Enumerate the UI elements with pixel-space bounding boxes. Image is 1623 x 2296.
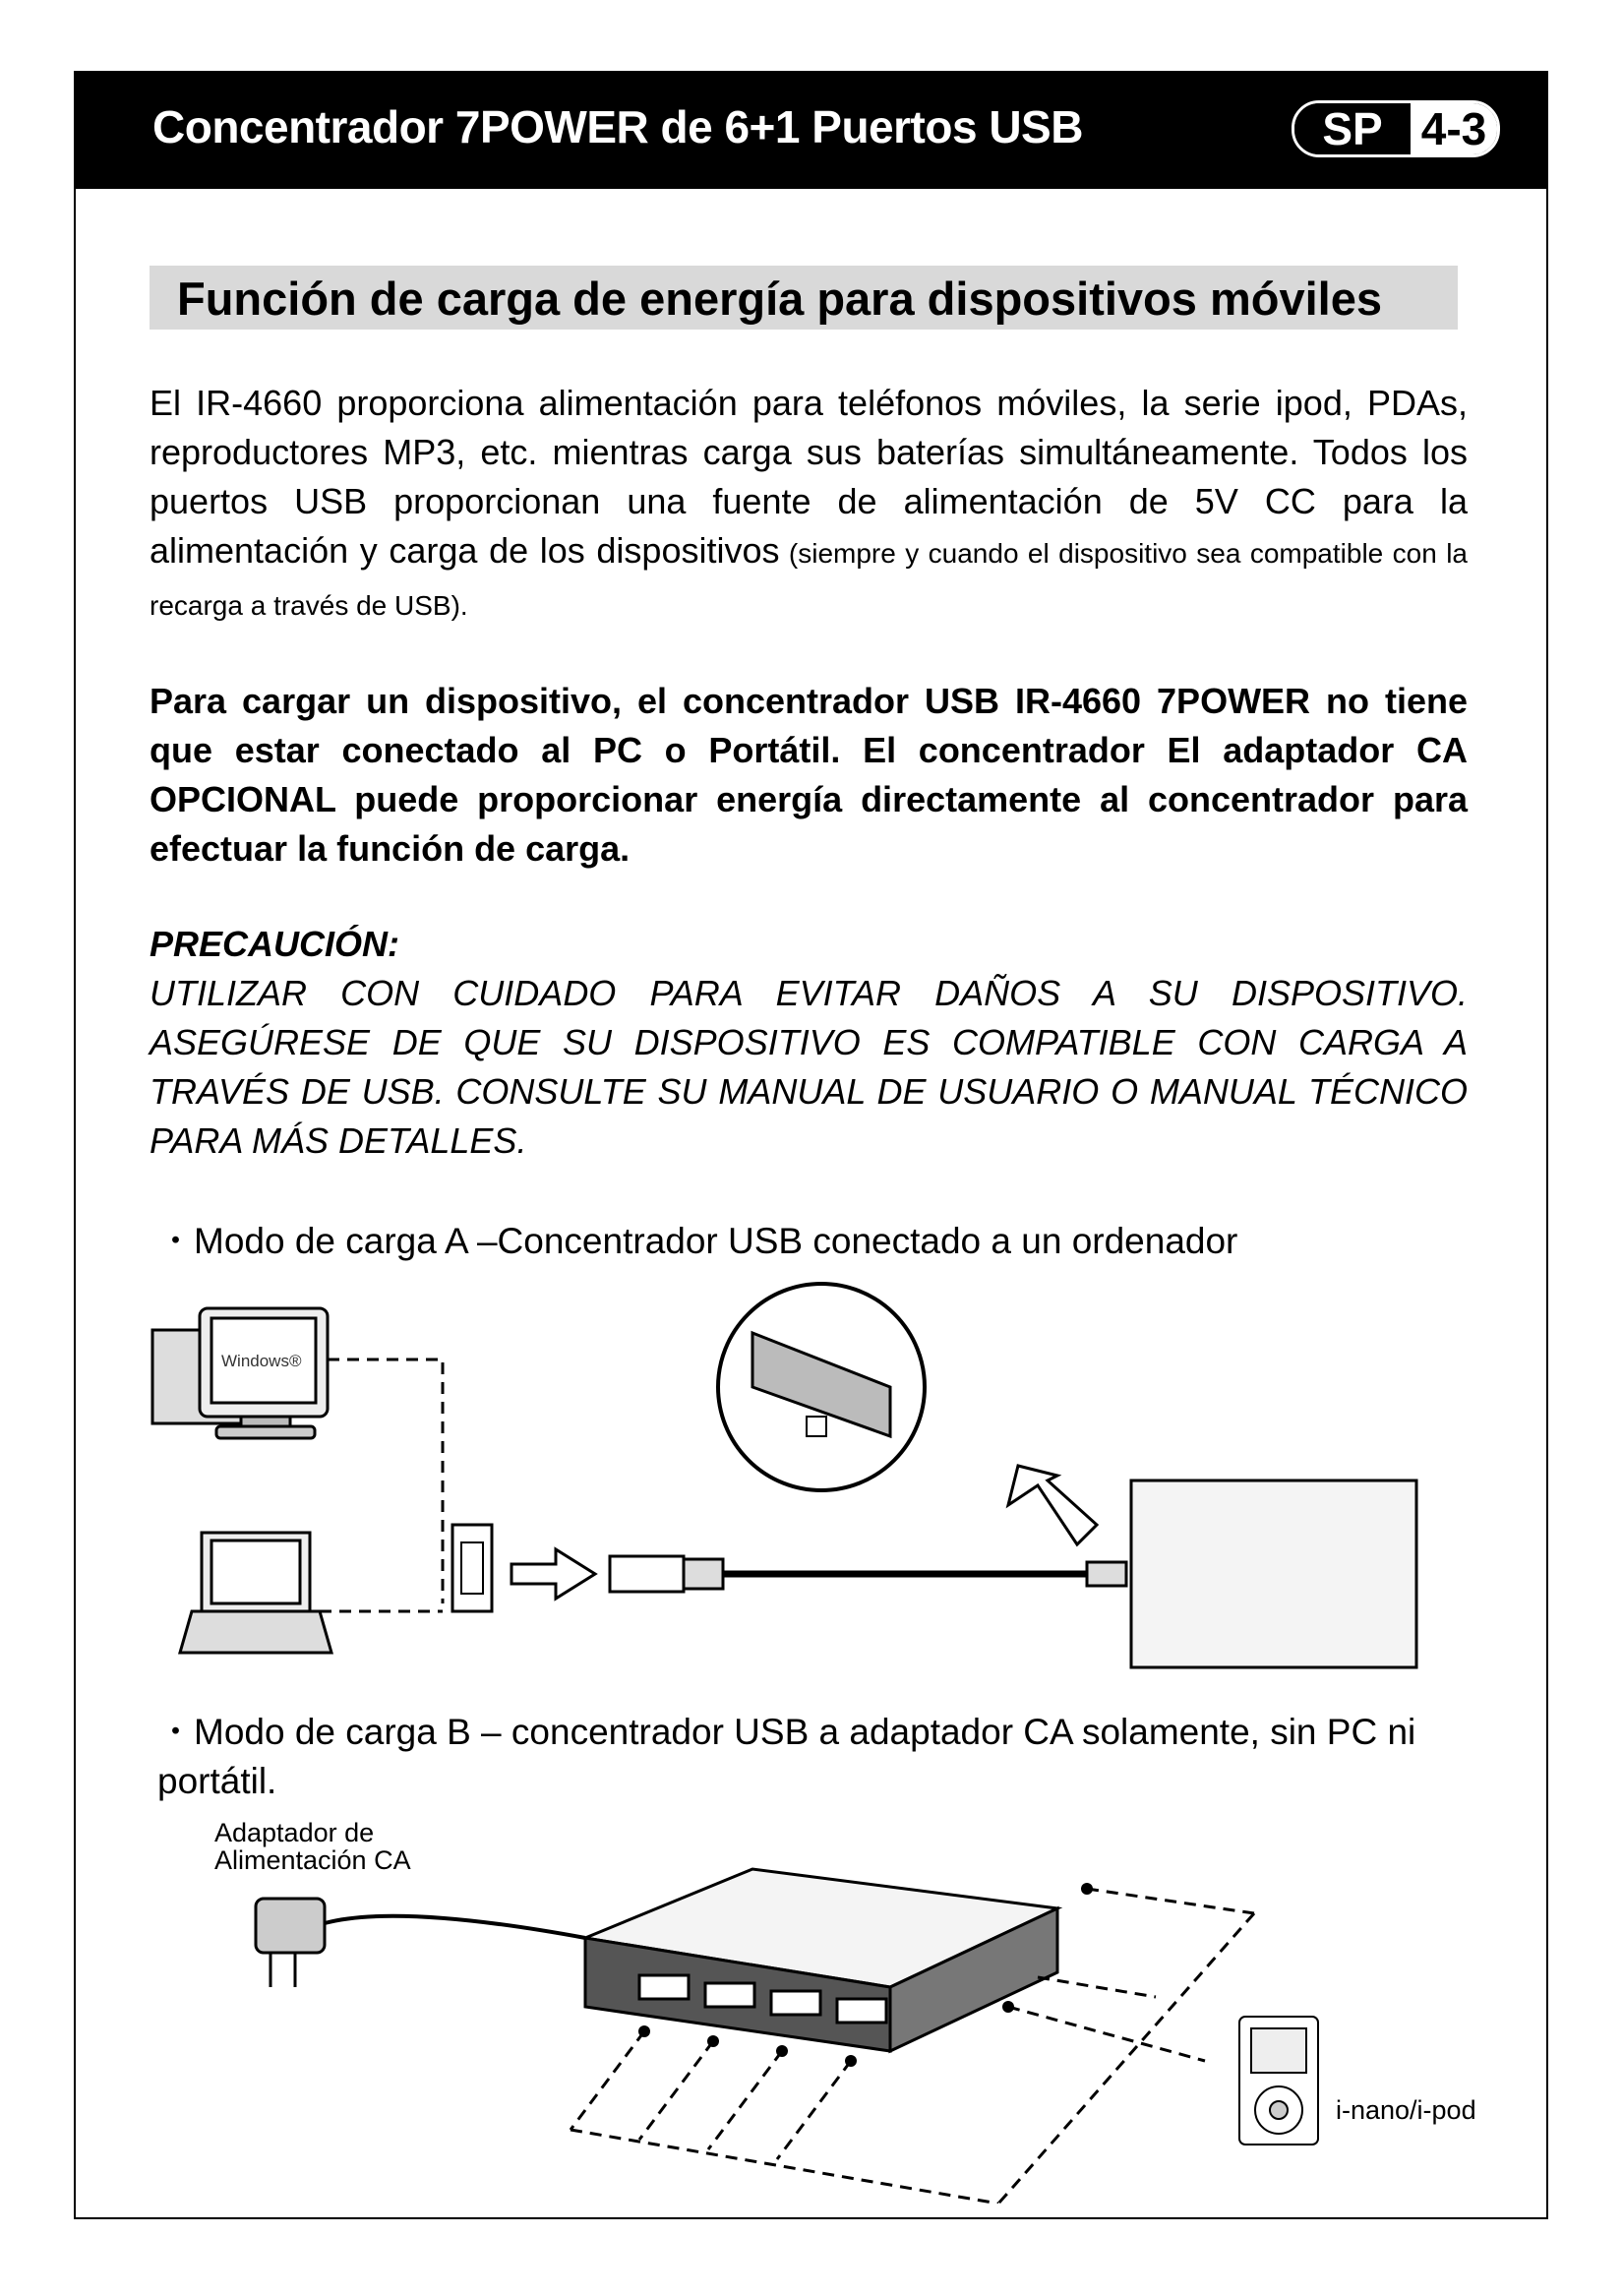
caution-heading: PRECAUCIÓN: (150, 924, 400, 964)
dashed-connectors (320, 1359, 443, 1611)
usb-hub-3d-icon (585, 1869, 1057, 2051)
arrow-right-icon (511, 1549, 595, 1599)
section-heading (150, 266, 1458, 330)
header-bar (74, 71, 1548, 189)
section-heading-text: Función de carga de energía para dispositivos móviles (177, 272, 1382, 325)
usb-hub-icon (1131, 1480, 1416, 1667)
adapter-label-2: Alimentación CA (214, 1845, 411, 1875)
mode-a-label: ・Modo de carga A –Concentrador USB conectado a un ordenador (157, 1221, 1238, 1261)
caution-text: UTILIZAR CON CUIDADO PARA EVITAR DAÑOS A SU DISPOSITIVO. ASEGÚRESE DE QUE SU DISPOSITIVO ES COMPATIBLE CON CARGA A TRAVÉS DE USB. CONSULTE SU MANUAL DE USUARIO O MANUAL TÉCNICO PARA MÁS DETALLES. (150, 973, 1468, 1161)
page-number: 4-3 (1411, 103, 1497, 154)
ac-adapter-icon (256, 1899, 585, 1987)
monitor-text: Windows® (221, 1352, 302, 1370)
desktop-computer-icon (152, 1308, 328, 1438)
page-badge (1292, 100, 1500, 157)
language-code: SP (1294, 103, 1411, 154)
usb-cable-icon (610, 1556, 1126, 1592)
ipod-icon (1239, 2017, 1318, 2145)
adapter-label-1: Adaptador de (214, 1818, 375, 1847)
intro-main-text: El IR-4660 proporciona alimentación para teléfonos móviles, la serie ipod, PDAs, reproductores MP3, etc. mientras carga sus baterías simultáneamente. Todos los puertos USB proporcionan una fuente de alimentación de 5V CC para la alimentación y carga de los dispositivos (150, 383, 1468, 571)
caution-block (150, 920, 1468, 1166)
page-title: Concentrador 7POWER de 6+1 Puertos USB (152, 101, 1083, 152)
bold-paragraph: Para cargar un dispositivo, el concentrador USB IR-4660 7POWER no tiene que estar conectado al PC o Portátil. El concentrador El adaptador CA OPCIONAL puede proporcionar energía directamente al concentrador para efectuar la función de carga. (150, 681, 1468, 869)
mode-b-label: ・Modo de carga B – concentrador USB a adaptador CA solamente, sin PC ni portátil. (157, 1712, 1416, 1801)
intro-note-text: (siempre y cuando el dispositivo sea compatible con la recarga a través de USB). (150, 538, 1469, 621)
mode-b-diagram (74, 1810, 1548, 2204)
mode-a-diagram (74, 1279, 1548, 1702)
laptop-icon (180, 1533, 331, 1653)
device-label: i-nano/i-pod (1336, 2095, 1476, 2125)
intro-paragraph (150, 379, 1468, 631)
arrow-up-left-icon (1008, 1466, 1097, 1544)
